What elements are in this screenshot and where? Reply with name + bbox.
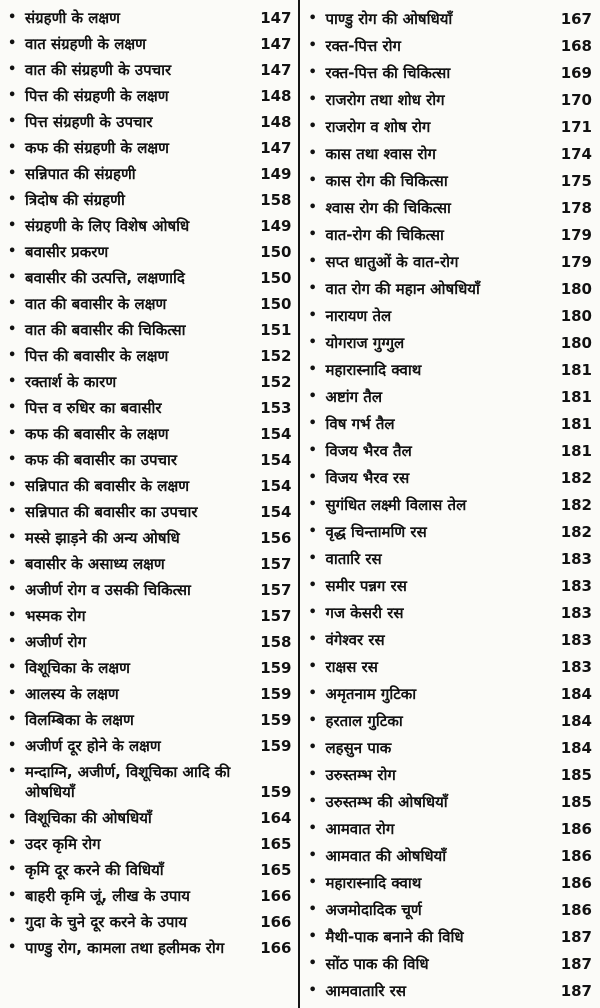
toc-entry-page: 179 <box>560 225 592 244</box>
bullet-icon: • <box>308 820 317 836</box>
toc-entry-page: 147 <box>260 139 292 157</box>
toc-entry <box>309 788 595 815</box>
toc-entry-page: 157 <box>260 607 292 625</box>
toc-entry <box>309 680 595 707</box>
bullet-icon: • <box>8 862 17 877</box>
toc-entry <box>8 909 294 935</box>
toc-entry-page: 150 <box>260 295 292 313</box>
bullet-icon: • <box>308 901 317 917</box>
toc-entry-title: सन्निपात की संग्रहणी <box>25 165 136 183</box>
bullet-icon: • <box>308 37 317 53</box>
toc-entry-page: 175 <box>560 171 592 190</box>
toc-entry-title: विशूचिका के लक्षण <box>25 659 130 677</box>
toc-entry <box>8 525 294 551</box>
bullet-icon: • <box>308 523 317 539</box>
bullet-icon: • <box>308 604 317 620</box>
toc-entry <box>8 805 294 831</box>
bullet-icon: • <box>8 914 17 929</box>
bullet-icon: • <box>308 91 317 107</box>
toc-entry-title: कृमि दूर करने की विधियाँ <box>25 861 164 879</box>
toc-entry-title: उरुस्तम्भ की ओषधियाँ <box>325 792 448 811</box>
toc-entry-page: 159 <box>260 783 292 801</box>
toc-entry-title: महारास्नादि क्वाथ <box>325 360 422 379</box>
toc-entry-title: कास रोग की चिकित्सा <box>325 171 448 190</box>
toc-entry-title: सन्निपात की बवासीर का उपचार <box>25 503 198 521</box>
toc-entry-page: 180 <box>560 306 592 325</box>
toc-entry-title: पित्त संग्रहणी के उपचार <box>25 113 153 131</box>
toc-entry <box>309 653 595 680</box>
toc-entry-title: पित्त की संग्रहणी के लक्षण <box>25 87 169 105</box>
toc-entry <box>309 464 595 491</box>
toc-entry <box>309 599 595 626</box>
toc-entry-title: वात की संग्रहणी के उपचार <box>25 61 172 79</box>
toc-entry <box>309 815 595 842</box>
bullet-icon: • <box>308 955 317 971</box>
toc-entry <box>309 545 595 572</box>
toc-entry-page: 150 <box>260 243 292 261</box>
toc-entry <box>309 113 595 140</box>
bullet-icon: • <box>308 172 317 188</box>
toc-entry-title: मन्दाग्नि, अजीर्ण, विशूचिका आदि की ओषधियाँ <box>25 763 231 801</box>
toc-entry-title: उरुस्तम्भ रोग <box>325 765 396 784</box>
toc-entry-page: 159 <box>260 711 292 729</box>
bullet-icon: • <box>308 766 317 782</box>
toc-entry-page: 187 <box>560 954 592 973</box>
toc-entry <box>8 681 294 707</box>
toc-entry-page: 186 <box>560 900 592 919</box>
toc-entry-title: विशूचिका की ओषधियाँ <box>25 809 152 827</box>
toc-entry-page: 182 <box>560 468 592 487</box>
toc-entry <box>8 265 294 291</box>
toc-entry-title: सप्त धातुओं के वात-रोग <box>325 252 459 271</box>
toc-entry <box>8 883 294 909</box>
bullet-icon: • <box>308 280 317 296</box>
toc-entry <box>8 857 294 883</box>
toc-entry-page: 187 <box>560 927 592 946</box>
bullet-icon: • <box>308 712 317 728</box>
toc-entry <box>8 707 294 733</box>
toc-entry-title: वातारि रस <box>325 549 382 568</box>
bullet-icon: • <box>8 738 17 753</box>
toc-entry <box>309 437 595 464</box>
toc-entry-title: वात-रोग की चिकित्सा <box>325 225 444 244</box>
bullet-icon: • <box>8 270 17 285</box>
bullet-icon: • <box>308 847 317 863</box>
toc-entry <box>8 31 294 57</box>
toc-entry-title: अजीर्ण रोग व उसकी चिकित्सा <box>25 581 191 599</box>
toc-entry <box>8 395 294 421</box>
toc-entry <box>309 86 595 113</box>
toc-entry <box>309 896 595 923</box>
bullet-icon: • <box>8 530 17 545</box>
toc-entry-title: अमृतनाम गुटिका <box>325 684 417 703</box>
bullet-icon: • <box>308 307 317 323</box>
bullet-icon: • <box>308 118 317 134</box>
toc-entry <box>309 194 595 221</box>
toc-entry-title: संग्रहणी के लिए विशेष ओषधि <box>25 217 190 235</box>
toc-entry-page: 182 <box>560 495 592 514</box>
bullet-icon: • <box>8 400 17 415</box>
toc-entry-page: 148 <box>260 113 292 131</box>
toc-column-right <box>300 0 600 1008</box>
toc-entry <box>309 248 595 275</box>
bullet-icon: • <box>8 218 17 233</box>
toc-entry <box>8 733 294 759</box>
toc-entry-title: गुदा के चुने दूर करने के उपाय <box>25 913 187 931</box>
toc-entry-title: कफ की संग्रहणी के लक्षण <box>25 139 169 157</box>
toc-entry-page: 185 <box>560 792 592 811</box>
toc-entry <box>309 221 595 248</box>
toc-entry <box>309 356 595 383</box>
bullet-icon: • <box>308 874 317 890</box>
bullet-icon: • <box>308 334 317 350</box>
bullet-icon: • <box>8 166 17 181</box>
toc-entry-title: योगराज गुग्गुल <box>325 333 405 352</box>
bullet-icon: • <box>8 810 17 825</box>
toc-entry-page: 170 <box>560 90 592 109</box>
toc-entry <box>309 518 595 545</box>
toc-entry <box>309 329 595 356</box>
toc-entry <box>309 59 595 86</box>
toc-entry-title: विजय भैरव तैल <box>325 441 412 460</box>
toc-entry-title: वृद्ध चिन्तामणि रस <box>325 522 427 541</box>
toc-entry-page: 168 <box>560 36 592 55</box>
toc-entry-title: रक्तार्श के कारण <box>25 373 117 391</box>
toc-entry-page: 159 <box>260 659 292 677</box>
bullet-icon: • <box>8 764 17 779</box>
toc-entry-page: 154 <box>260 477 292 495</box>
toc-entry-page: 183 <box>560 603 592 622</box>
toc-entry-page: 157 <box>260 581 292 599</box>
toc-entry <box>309 626 595 653</box>
toc-entry-title: पाण्डु रोग की ओषधियाँ <box>325 9 453 28</box>
toc-entry <box>8 551 294 577</box>
toc-entry-title: अजीर्ण दूर होने के लक्षण <box>25 737 161 755</box>
toc-entry-title: वात संग्रहणी के लक्षण <box>25 35 147 53</box>
toc-entry <box>309 383 595 410</box>
toc-entry-title: कास तथा श्वास रोग <box>325 144 436 163</box>
bullet-icon: • <box>8 712 17 727</box>
toc-entry-title: आमवात की ओषधियाँ <box>325 846 447 865</box>
bullet-icon: • <box>308 658 317 674</box>
toc-entry-title: राजरोग तथा शोध रोग <box>325 90 445 109</box>
toc-entry-title: विष गर्भ तैल <box>325 414 395 433</box>
toc-entry <box>8 343 294 369</box>
toc-entry <box>309 977 595 1004</box>
toc-entry <box>309 167 595 194</box>
toc-entry <box>8 5 294 31</box>
toc-entry-title: वात की बवासीर के लक्षण <box>25 295 167 313</box>
toc-entry-title: राक्षस रस <box>325 657 378 676</box>
bullet-icon: • <box>8 940 17 955</box>
bullet-icon: • <box>8 192 17 207</box>
toc-entry <box>8 317 294 343</box>
toc-entry-title: सोंठ पाक की विधि <box>325 954 429 973</box>
toc-entry-title: गज केसरी रस <box>325 603 404 622</box>
toc-entry-page: 154 <box>260 503 292 521</box>
toc-entry-page: 180 <box>560 279 592 298</box>
toc-entry <box>309 842 595 869</box>
toc-entry-title: वंगेश्वर रस <box>325 630 385 649</box>
toc-entry-page: 148 <box>260 87 292 105</box>
bullet-icon: • <box>8 582 17 597</box>
toc-entry-page: 157 <box>260 555 292 573</box>
toc-entry <box>309 923 595 950</box>
toc-entry <box>309 869 595 896</box>
bullet-icon: • <box>308 739 317 755</box>
bullet-icon: • <box>8 888 17 903</box>
bullet-icon: • <box>308 388 317 404</box>
toc-entry-page: 166 <box>260 913 292 931</box>
toc-entry-page: 149 <box>260 217 292 235</box>
bullet-icon: • <box>8 244 17 259</box>
toc-entry-title: अजमोदादिक चूर्ण <box>325 900 422 919</box>
toc-entry-page: 186 <box>560 846 592 865</box>
toc-entry-title: नारायण तेल <box>325 306 392 325</box>
toc-entry-page: 164 <box>260 809 292 827</box>
toc-entry <box>8 83 294 109</box>
toc-entry-title: पित्त की बवासीर के लक्षण <box>25 347 169 365</box>
bullet-icon: • <box>308 469 317 485</box>
bullet-icon: • <box>8 140 17 155</box>
toc-entry <box>8 57 294 83</box>
toc-entry-title: त्रिदोष की संग्रहणी <box>25 191 125 209</box>
toc-entry-title: पाण्डु रोग, कामला तथा हलीमक रोग <box>25 939 225 957</box>
toc-entry-page: 152 <box>260 373 292 391</box>
toc-entry-page: 185 <box>560 765 592 784</box>
toc-entry-title: अष्टांग तैल <box>325 387 382 406</box>
toc-entry-page: 183 <box>560 576 592 595</box>
toc-entry-title: आलस्य के लक्षण <box>25 685 119 703</box>
toc-entry-title: राजरोग व शोष रोग <box>325 117 431 136</box>
toc-entry-title: बवासीर की उत्पत्ति, लक्षणादि <box>25 269 185 287</box>
toc-entry-title: रक्त-पित्त रोग <box>325 36 401 55</box>
toc-entry <box>309 5 595 32</box>
toc-entry-page: 151 <box>260 321 292 339</box>
toc-entry-page: 184 <box>560 738 592 757</box>
toc-entry-page: 180 <box>560 333 592 352</box>
toc-entry-title: बवासीर प्रकरण <box>25 243 109 261</box>
toc-entry-page: 183 <box>560 657 592 676</box>
toc-entry <box>8 213 294 239</box>
bullet-icon: • <box>308 64 317 80</box>
toc-entry-title: सुगंधित लक्ष्मी विलास तेल <box>325 495 467 514</box>
toc-entry <box>8 447 294 473</box>
toc-entry <box>8 161 294 187</box>
toc-entry-page: 184 <box>560 711 592 730</box>
toc-entry-page: 149 <box>260 165 292 183</box>
toc-entry <box>309 950 595 977</box>
toc-entry <box>309 707 595 734</box>
toc-entry-title: भस्मक रोग <box>25 607 86 625</box>
toc-entry-title: अजीर्ण रोग <box>25 633 87 651</box>
bullet-icon: • <box>308 496 317 512</box>
toc-entry <box>8 577 294 603</box>
bullet-icon: • <box>308 928 317 944</box>
bullet-icon: • <box>8 608 17 623</box>
toc-entry-page: 181 <box>560 387 592 406</box>
toc-entry-title: बवासीर के असाध्य लक्षण <box>25 555 165 573</box>
toc-entry-page: 181 <box>560 414 592 433</box>
toc-entry <box>8 831 294 857</box>
toc-entry-page: 166 <box>260 887 292 905</box>
toc-entry-title: बाहरी कृमि जूं, लीख के उपाय <box>25 887 190 905</box>
toc-entry <box>8 109 294 135</box>
toc-entry-page: 165 <box>260 861 292 879</box>
bullet-icon: • <box>8 836 17 851</box>
bullet-icon: • <box>308 982 317 998</box>
toc-entry-page: 183 <box>560 630 592 649</box>
bullet-icon: • <box>308 577 317 593</box>
toc-entry <box>309 140 595 167</box>
toc-entry-page: 152 <box>260 347 292 365</box>
toc-entry-title: संग्रहणी के लक्षण <box>25 9 121 27</box>
toc-entry-page: 186 <box>560 819 592 838</box>
toc-entry <box>309 761 595 788</box>
bullet-icon: • <box>8 478 17 493</box>
toc-entry <box>8 499 294 525</box>
toc-entry-page: 147 <box>260 35 292 53</box>
toc-entry <box>8 629 294 655</box>
bullet-icon: • <box>8 686 17 701</box>
toc-entry-page: 159 <box>260 685 292 703</box>
toc-entry-page: 158 <box>260 191 292 209</box>
bullet-icon: • <box>8 504 17 519</box>
toc-entry <box>8 473 294 499</box>
toc-entry-title: श्वास रोग की चिकित्सा <box>325 198 451 217</box>
bullet-icon: • <box>308 442 317 458</box>
toc-entry-page: 184 <box>560 684 592 703</box>
toc-entry-page: 166 <box>260 939 292 957</box>
toc-entry-page: 159 <box>260 737 292 755</box>
toc-entry <box>309 32 595 59</box>
bullet-icon: • <box>308 550 317 566</box>
toc-entry-page: 165 <box>260 835 292 853</box>
bullet-icon: • <box>8 10 17 25</box>
toc-entry-page: 154 <box>260 451 292 469</box>
toc-entry-page: 183 <box>560 549 592 568</box>
bullet-icon: • <box>8 374 17 389</box>
bullet-icon: • <box>8 660 17 675</box>
toc-entry-title: विजय भैरव रस <box>325 468 410 487</box>
toc-entry <box>8 421 294 447</box>
toc-entry-page: 147 <box>260 61 292 79</box>
bullet-icon: • <box>308 10 317 26</box>
toc-entry-page: 178 <box>560 198 592 217</box>
toc-entry <box>8 187 294 213</box>
toc-entry-title: कफ की बवासीर का उपचार <box>25 451 178 469</box>
bullet-icon: • <box>8 426 17 441</box>
toc-entry-page: 169 <box>560 63 592 82</box>
toc-entry <box>309 275 595 302</box>
bullet-icon: • <box>308 793 317 809</box>
toc-entry <box>309 572 595 599</box>
bullet-icon: • <box>8 322 17 337</box>
toc-entry-page: 171 <box>560 117 592 136</box>
toc-entry-page: 181 <box>560 360 592 379</box>
bullet-icon: • <box>308 145 317 161</box>
bullet-icon: • <box>308 253 317 269</box>
bullet-icon: • <box>308 631 317 647</box>
toc-entry-page: 167 <box>560 9 592 28</box>
toc-entry-title: रक्त-पित्त की चिकित्सा <box>325 63 451 82</box>
toc-entry-title: विलम्बिका के लक्षण <box>25 711 134 729</box>
bullet-icon: • <box>8 88 17 103</box>
toc-entry-page: 147 <box>260 9 292 27</box>
bullet-icon: • <box>8 348 17 363</box>
toc-entry <box>8 655 294 681</box>
bullet-icon: • <box>308 199 317 215</box>
toc-entry-title: मैथी-पाक बनाने की विधि <box>325 927 464 946</box>
bullet-icon: • <box>308 226 317 242</box>
toc-column-left <box>0 0 298 1008</box>
toc-entry-page: 150 <box>260 269 292 287</box>
bullet-icon: • <box>8 556 17 571</box>
toc-entry-page: 181 <box>560 441 592 460</box>
toc-entry-title: हरताल गुटिका <box>325 711 403 730</box>
bullet-icon: • <box>8 296 17 311</box>
toc-entry-title: लहसुन पाक <box>325 738 392 757</box>
toc-entry-page: 174 <box>560 144 592 163</box>
toc-entry-title: आमवात रोग <box>325 819 395 838</box>
toc-entry-title: सन्निपात की बवासीर के लक्षण <box>25 477 190 495</box>
toc-entry <box>8 935 294 961</box>
toc-entry-page: 154 <box>260 425 292 443</box>
toc-entry-title: कफ की बवासीर के लक्षण <box>25 425 169 443</box>
bullet-icon: • <box>308 685 317 701</box>
toc-entry-title: वात की बवासीर की चिकित्सा <box>25 321 186 339</box>
toc-entry <box>8 291 294 317</box>
toc-entry-page: 158 <box>260 633 292 651</box>
toc-entry-title: वात रोग की महान ओषधियाँ <box>325 279 480 298</box>
toc-entry-title: महारास्नादि क्वाथ <box>325 873 422 892</box>
toc-entry-page: 156 <box>260 529 292 547</box>
toc-entry-title: आमवातारि रस <box>325 981 406 1000</box>
bullet-icon: • <box>8 634 17 649</box>
bullet-icon: • <box>8 36 17 51</box>
toc-entry <box>309 491 595 518</box>
toc-entry <box>8 603 294 629</box>
bullet-icon: • <box>308 415 317 431</box>
bullet-icon: • <box>8 452 17 467</box>
toc-entry-page: 153 <box>260 399 292 417</box>
toc-entry <box>309 410 595 437</box>
toc-entry-page: 182 <box>560 522 592 541</box>
toc-entry-page: 186 <box>560 873 592 892</box>
toc-entry <box>8 135 294 161</box>
bullet-icon: • <box>8 114 17 129</box>
bullet-icon: • <box>308 361 317 377</box>
bullet-icon: • <box>8 62 17 77</box>
toc-entry <box>8 759 294 805</box>
toc-entry-title: समीर पन्नग रस <box>325 576 407 595</box>
toc-entry-title: मस्से झाड़ने की अन्य ओषधि <box>25 529 180 547</box>
toc-entry-title: पित्त व रुधिर का बवासीर <box>25 399 162 417</box>
toc-entry <box>309 302 595 329</box>
toc-entry-title: उदर कृमि रोग <box>25 835 101 853</box>
toc-entry-page: 179 <box>560 252 592 271</box>
toc-entry <box>309 734 595 761</box>
toc-entry <box>8 369 294 395</box>
toc-entry <box>8 239 294 265</box>
toc-entry-page: 187 <box>560 981 592 1000</box>
